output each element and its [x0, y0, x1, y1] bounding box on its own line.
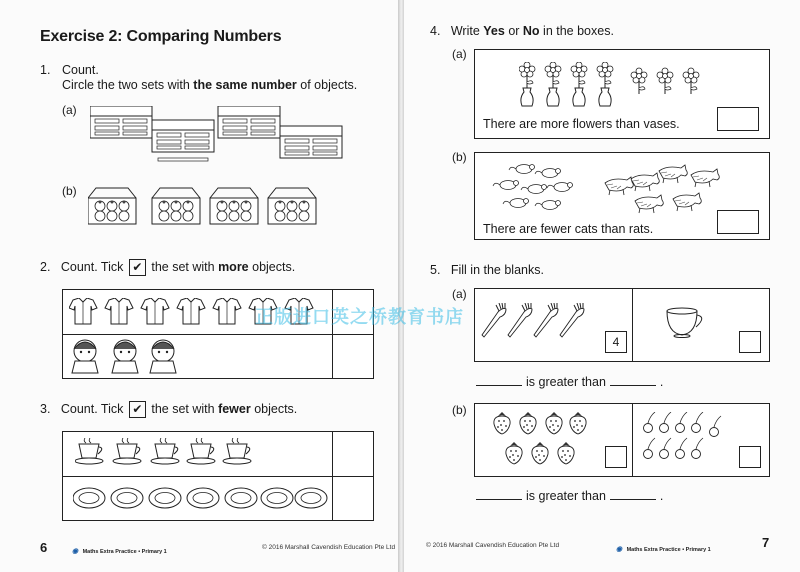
- question-4b-statement: There are fewer cats than rats.: [483, 222, 654, 236]
- cat-icon: [635, 195, 663, 213]
- flower-icon: [683, 68, 699, 94]
- rat-icon: [521, 185, 547, 194]
- question-4a-panel: [474, 49, 770, 139]
- vase-icon: [599, 88, 611, 106]
- strawberry-icon: [494, 412, 510, 434]
- question-5b-panel: [474, 403, 770, 477]
- fork-icon: [508, 303, 532, 337]
- cherry-icon: [660, 412, 672, 433]
- cupcake-box-icon[interactable]: [210, 188, 258, 224]
- page-number-right: 7: [762, 535, 770, 550]
- plate-icon: [187, 488, 219, 508]
- count-box-cherries[interactable]: [739, 446, 761, 468]
- cat-icon: [673, 193, 701, 211]
- blank-5b-second[interactable]: [610, 490, 656, 500]
- tick-symbol: ✔: [129, 259, 146, 276]
- cat-icon: [605, 177, 633, 195]
- vase-icon: [547, 88, 559, 106]
- cherry-icon: [692, 438, 704, 459]
- teacup-saucer-icon: [151, 438, 179, 464]
- count-box-strawberries[interactable]: [605, 446, 627, 468]
- question-4a-statement: There are more flowers than vases.: [483, 117, 680, 131]
- copyright-right: © 2016 Marshall Cavendish Education Pte Ltd: [426, 542, 560, 549]
- strawberry-icon: [532, 442, 548, 464]
- strawberry-icon: [570, 412, 586, 434]
- strawberry-icon: [520, 412, 536, 434]
- answer-box-4a[interactable]: [717, 107, 759, 131]
- blank-5a-first[interactable]: [476, 376, 522, 386]
- exercise-title: Exercise 2: Comparing Numbers: [40, 28, 282, 45]
- cherry-icon: [644, 438, 656, 459]
- flower-icon: [519, 62, 535, 88]
- fork-icon: [534, 303, 558, 337]
- question-5a-sentence: is greater than .: [472, 374, 663, 391]
- tick-symbol: ✔: [129, 401, 146, 418]
- series-logo-right: ◉ Maths Extra Practice • Primary 1: [616, 546, 711, 553]
- question-5: 5. Fill in the blanks.: [430, 263, 544, 277]
- question-4a-label: (a): [452, 47, 467, 61]
- teacup-saucer-icon: [187, 438, 215, 464]
- shirt-icon: [69, 298, 97, 324]
- question-1a-label: (a): [62, 103, 77, 117]
- cup-icon: [663, 307, 717, 339]
- plates-row: [73, 487, 329, 511]
- cat-icon: [631, 173, 659, 191]
- cupcake-box-sets: [88, 186, 378, 230]
- strawberry-icon: [546, 412, 562, 434]
- question-1b-label: (b): [62, 184, 77, 198]
- plate-icon: [73, 488, 105, 508]
- doll-icon: [150, 340, 176, 373]
- rat-icon: [535, 201, 561, 210]
- rat-icon: [547, 183, 573, 192]
- shirt-icon: [177, 298, 205, 324]
- flower-icon: [631, 68, 647, 94]
- count-box-cup[interactable]: [739, 331, 761, 353]
- plate-icon: [295, 488, 327, 508]
- vase-icon: [521, 88, 533, 106]
- watermark: 正版进口英之桥教育书店: [255, 307, 464, 327]
- plate-icon: [111, 488, 143, 508]
- series-logo-left: ◉ Maths Extra Practice • Primary 1: [72, 548, 167, 555]
- cherry-icon: [644, 412, 656, 433]
- flower-icon: [545, 62, 561, 88]
- pencil-case-icon[interactable]: [90, 106, 152, 138]
- logo-icon: ◉: [72, 548, 79, 555]
- doll-icon: [112, 340, 138, 373]
- pencil-case-sets: [90, 106, 380, 178]
- question-4: 4. Write Yes or No in the boxes.: [430, 24, 614, 38]
- question-5a-label: (a): [452, 287, 467, 301]
- cupcake-box-icon[interactable]: [268, 188, 316, 224]
- teacups-row: [75, 438, 275, 472]
- flower-icon: [657, 68, 673, 94]
- question-5a-panel: [474, 288, 770, 362]
- rat-icon: [493, 181, 519, 190]
- copyright-left: © 2016 Marshall Cavendish Education Pte Ltd: [262, 544, 396, 551]
- blank-5a-second[interactable]: [610, 376, 656, 386]
- shirt-icon: [141, 298, 169, 324]
- teacup-saucer-icon: [223, 438, 251, 464]
- cherry-icon: [692, 412, 704, 433]
- right-page: [404, 0, 800, 572]
- question-1-line2: Circle the two sets with the same number of objects.: [62, 78, 358, 92]
- plate-icon: [225, 488, 257, 508]
- teacup-saucer-icon: [75, 438, 103, 464]
- fork-icon: [560, 303, 584, 337]
- pencil-case-icon[interactable]: [152, 120, 214, 161]
- dolls-row: [69, 339, 199, 377]
- plate-icon: [261, 488, 293, 508]
- flower-icon: [597, 62, 613, 88]
- page-number-left: 6: [40, 540, 48, 555]
- rat-icon: [503, 199, 529, 208]
- question-5b-sentence: is greater than .: [472, 488, 663, 505]
- flower-icon: [571, 62, 587, 88]
- doll-icon: [72, 340, 98, 373]
- pencil-case-icon[interactable]: [280, 126, 342, 158]
- cherry-icon: [676, 438, 688, 459]
- cherries-group: [643, 412, 739, 470]
- question-5b-label: (b): [452, 403, 467, 417]
- question-1-number: 1.: [40, 63, 51, 77]
- cherry-icon: [676, 412, 688, 433]
- vase-icon: [573, 88, 585, 106]
- pencil-case-icon[interactable]: [218, 106, 280, 138]
- question-4b-label: (b): [452, 150, 467, 164]
- question-4b-panel: [474, 152, 770, 240]
- question-3-table: [62, 431, 374, 521]
- question-3: 3. Count. Tick ✔ the set with fewer objects.: [40, 402, 298, 417]
- flowers-vases: [519, 62, 719, 108]
- rat-icon: [535, 169, 561, 178]
- strawberries-group: [493, 412, 593, 470]
- strawberry-icon: [506, 442, 522, 464]
- cherry-icon: [710, 416, 722, 437]
- logo-icon: ◉: [616, 546, 623, 553]
- fork-icon: [482, 303, 506, 337]
- forks-group: [481, 303, 611, 343]
- shirt-icon: [213, 298, 241, 324]
- cupcake-box-icon[interactable]: [88, 188, 136, 224]
- rat-icon: [509, 165, 535, 174]
- strawberry-icon: [558, 442, 574, 464]
- question-1-line1: Count.: [62, 63, 99, 77]
- blank-5b-first[interactable]: [476, 490, 522, 500]
- shirt-icon: [105, 298, 133, 324]
- cat-icon: [691, 169, 719, 187]
- cat-icon: [659, 165, 687, 183]
- teacup-saucer-icon: [113, 438, 141, 464]
- cherry-icon: [660, 438, 672, 459]
- cupcake-box-icon[interactable]: [152, 188, 200, 224]
- answer-box-4b[interactable]: [717, 210, 759, 234]
- plate-icon: [149, 488, 181, 508]
- question-2: 2. Count. Tick ✔ the set with more objects.: [40, 260, 296, 275]
- rats-cats: [485, 157, 765, 217]
- count-box-forks: 4: [605, 331, 627, 353]
